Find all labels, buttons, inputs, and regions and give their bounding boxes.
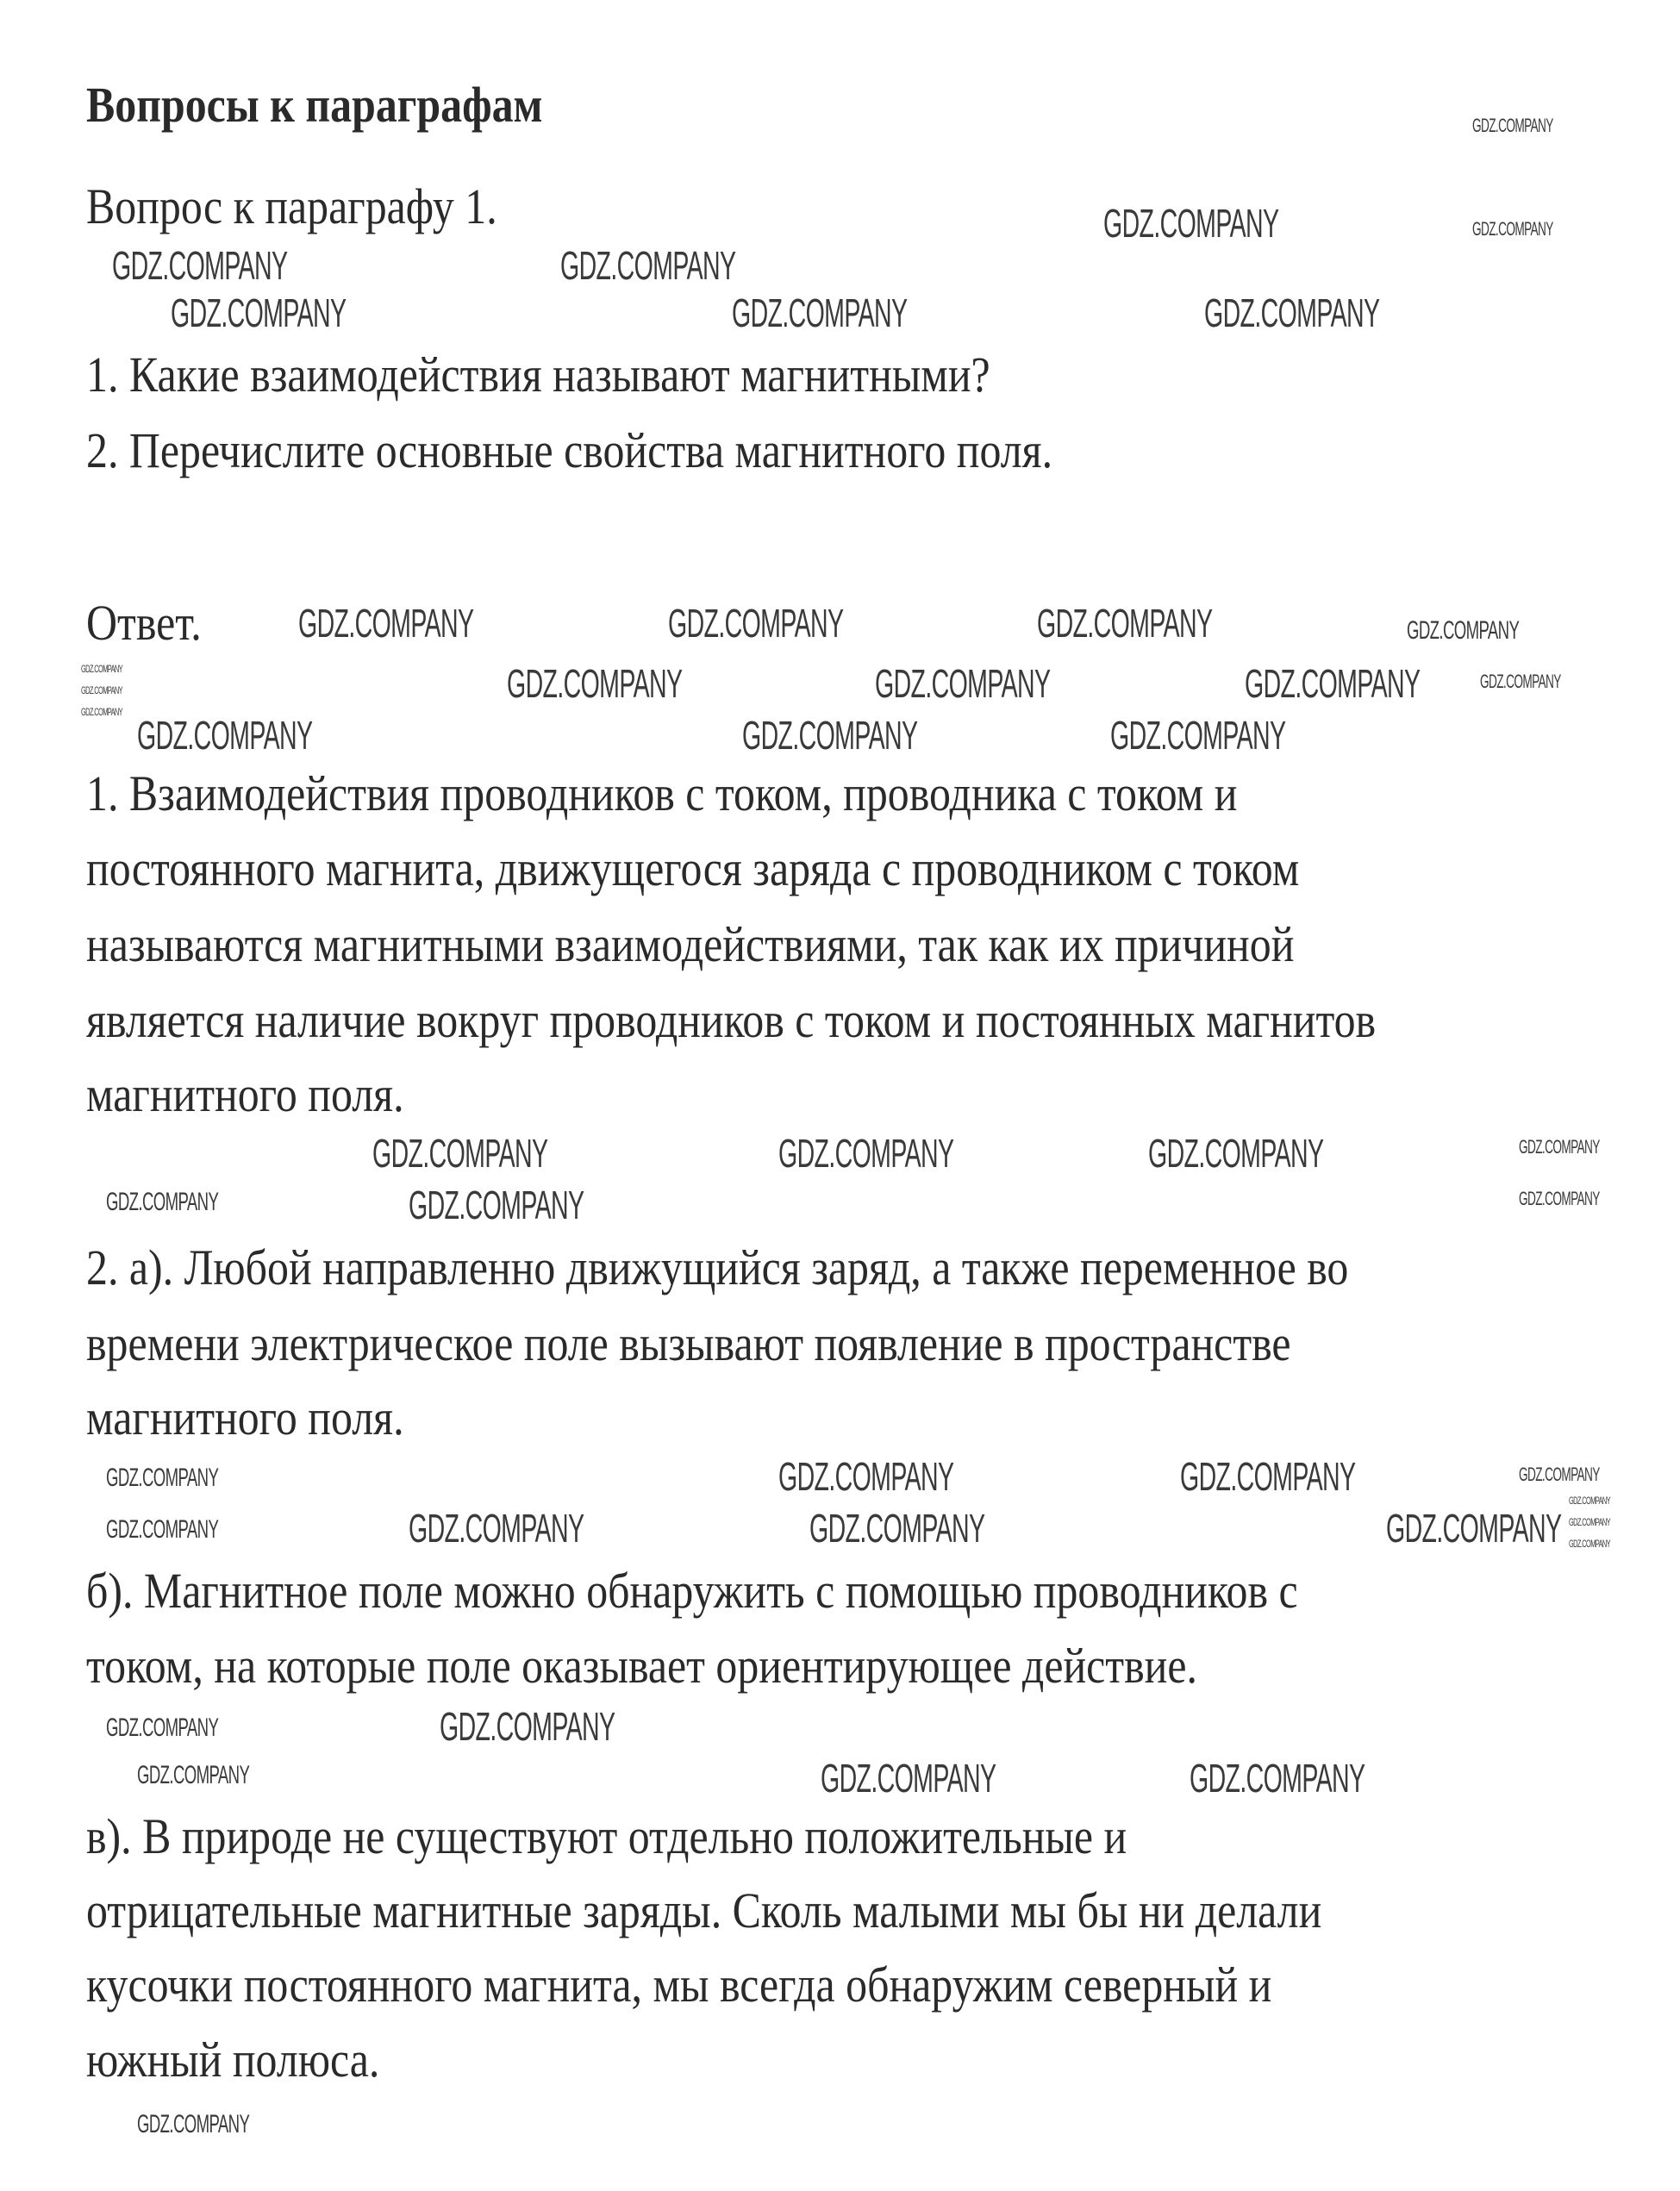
watermark: GDZ.COMPANY [1569,1516,1611,1528]
watermark: GDZ.COMPANY [1519,1188,1600,1209]
answer-2a-line: 2. а). Любой направленно движущийся заряд, а также переменное во [86,1239,1349,1295]
answer-2c-line: кусочки постоянного магнита, мы всегда обнаружим северный и [86,1957,1272,2013]
answer-1-line: является наличие вокруг проводников с током и постоянных магнитов [86,992,1377,1048]
watermark: GDZ.COMPANY [1190,1756,1365,1801]
answer-label: Ответ. [86,595,202,651]
answer-1-line: магнитного поля. [86,1066,404,1122]
watermark: GDZ.COMPANY [372,1131,548,1176]
watermark: GDZ.COMPANY [1110,713,1286,758]
watermark: GDZ.COMPANY [1472,218,1553,240]
watermark: GDZ.COMPANY [1037,601,1213,646]
watermark: GDZ.COMPANY [778,1131,954,1176]
watermark: GDZ.COMPANY [1180,1454,1356,1499]
answer-2c-line: в). В природе не существуют отдельно положительные и [86,1808,1127,1864]
answer-2b-line: б). Магнитное поле можно обнаружить с помощью проводников с [86,1563,1298,1619]
watermark: GDZ.COMPANY [1204,290,1380,335]
watermark: GDZ.COMPANY [732,290,908,335]
watermark: GDZ.COMPANY [821,1756,996,1801]
watermark: GDZ.COMPANY [106,1464,219,1492]
answer-2c-line: отрицательные магнитные заряды. Сколь малыми мы бы ни делали [86,1882,1322,1938]
watermark: GDZ.COMPANY [81,684,123,696]
question-1: 1. Какие взаимодействия называют магнитными? [86,346,990,403]
watermark: GDZ.COMPANY [1472,115,1553,136]
answer-2b-line: током, на которые поле оказывает ориентирующее действие. [86,1638,1197,1694]
watermark: GDZ.COMPANY [1407,616,1520,645]
watermark: GDZ.COMPANY [1480,671,1561,692]
watermark: GDZ.COMPANY [81,706,123,718]
watermark: GDZ.COMPANY [1569,1495,1611,1507]
watermark: GDZ.COMPANY [137,1761,250,1789]
watermark: GDZ.COMPANY [112,243,288,288]
answer-2a-line: времени электрическое поле вызывают появление в пространстве [86,1315,1291,1371]
watermark: GDZ.COMPANY [1245,661,1421,706]
answer-2c-line: южный полюса. [86,2032,380,2088]
page-heading: Вопросы к параграфам [86,77,543,133]
watermark: GDZ.COMPANY [409,1506,584,1551]
answer-1-line: называются магнитными взаимодействиями, так как их причиной [86,916,1295,972]
watermark: GDZ.COMPANY [560,243,736,288]
watermark: GDZ.COMPANY [1519,1136,1600,1158]
watermark: GDZ.COMPANY [137,713,313,758]
question-2: 2. Перечислите основные свойства магнитного поля. [86,422,1053,478]
answer-1-line: постоянного магнита, движущегося заряда с проводником с током [86,840,1300,896]
watermark: GDZ.COMPANY [298,601,474,646]
section-title: Вопрос к параграфу 1. [86,178,497,234]
answer-1-line: 1. Взаимодействия проводников с током, проводника с током и [86,765,1238,821]
watermark: GDZ.COMPANY [171,290,347,335]
watermark: GDZ.COMPANY [1569,1538,1611,1550]
watermark: GDZ.COMPANY [106,1188,219,1216]
watermark: GDZ.COMPANY [742,713,918,758]
watermark: GDZ.COMPANY [668,601,844,646]
watermark: GDZ.COMPANY [81,663,123,675]
watermark: GDZ.COMPANY [106,1713,219,1742]
watermark: GDZ.COMPANY [507,661,683,706]
watermark: GDZ.COMPANY [440,1704,615,1749]
watermark: GDZ.COMPANY [1148,1131,1324,1176]
watermark: GDZ.COMPANY [409,1183,584,1227]
watermark: GDZ.COMPANY [809,1506,985,1551]
watermark: GDZ.COMPANY [1519,1464,1600,1485]
watermark: GDZ.COMPANY [106,1515,219,1544]
answer-2a-line: магнитного поля. [86,1389,404,1445]
watermark: GDZ.COMPANY [875,661,1051,706]
watermark: GDZ.COMPANY [137,2110,250,2138]
watermark: GDZ.COMPANY [778,1454,954,1499]
watermark: GDZ.COMPANY [1103,201,1279,246]
watermark: GDZ.COMPANY [1386,1506,1562,1551]
